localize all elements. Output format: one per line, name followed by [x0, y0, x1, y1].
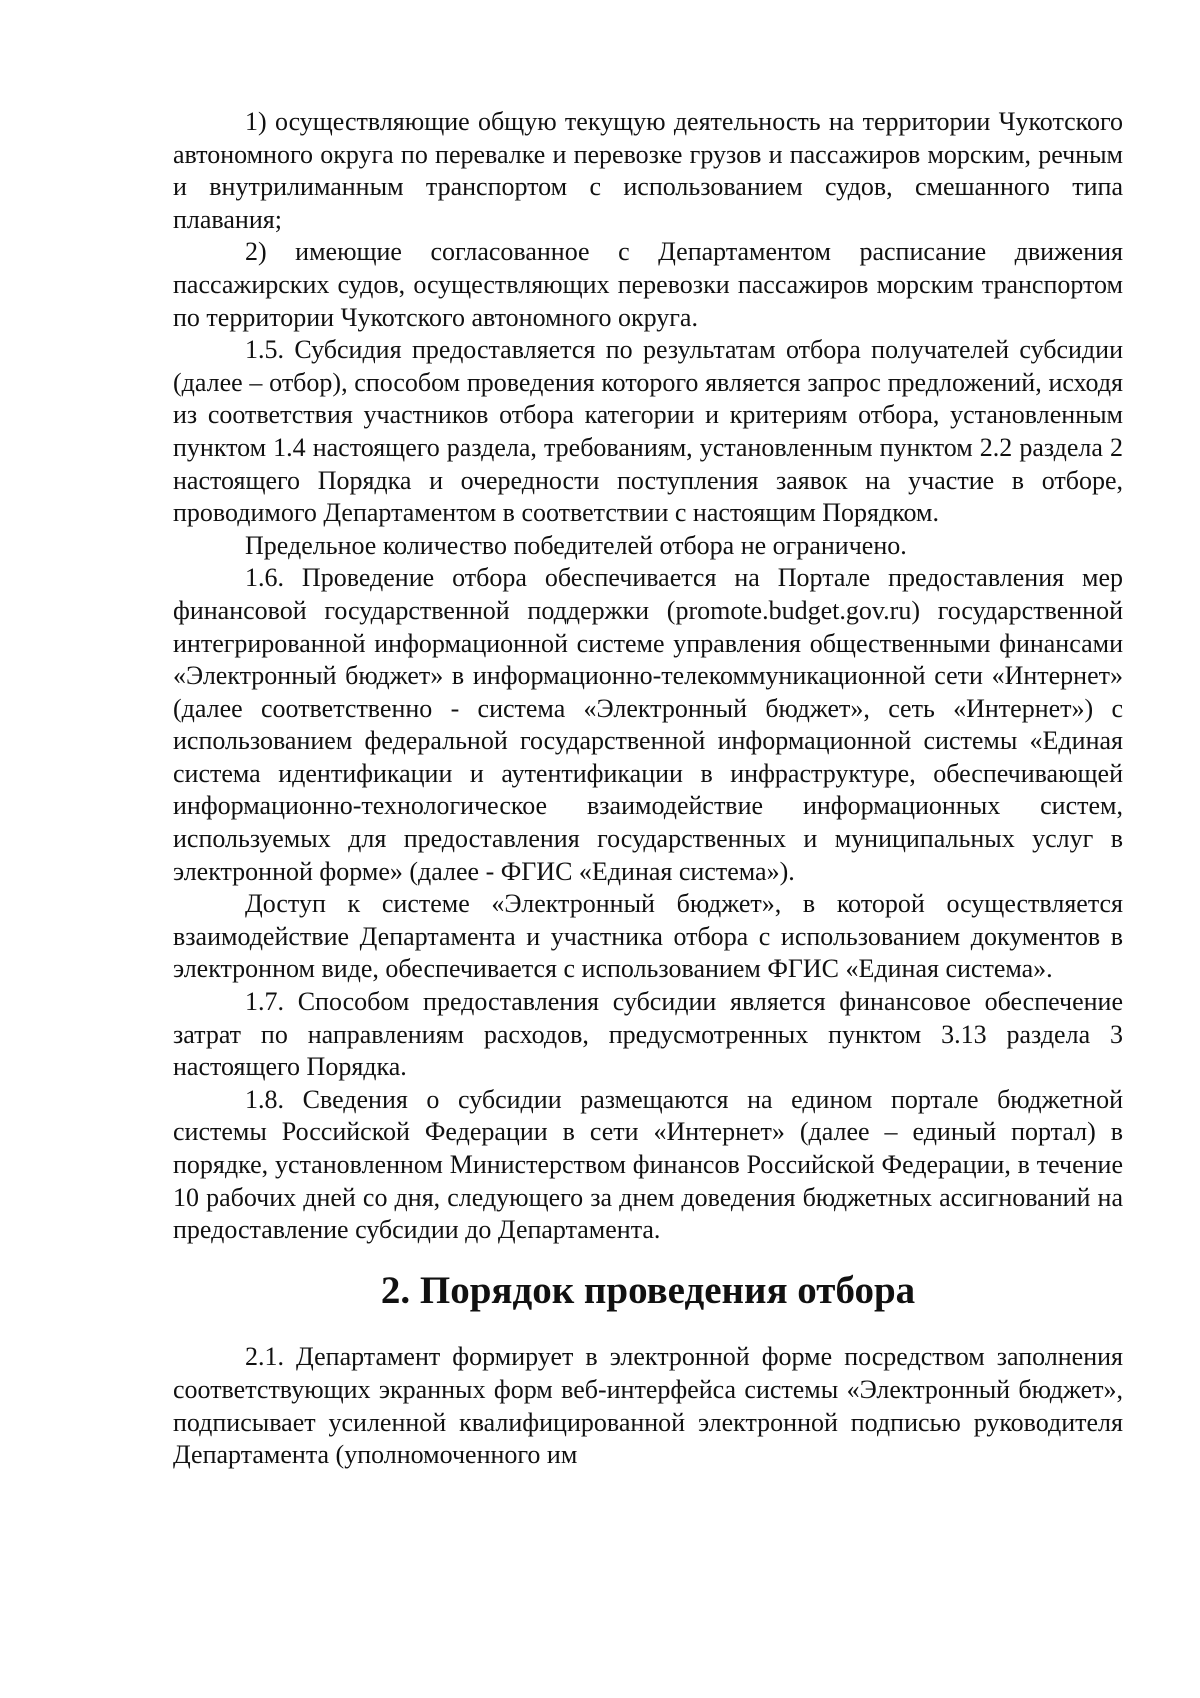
document-page — [173, 106, 1123, 1472]
paragraph-winners-limit: Предельное количество победителей отбора не ограничено. — [245, 530, 907, 560]
paragraph-2-1: 2.1. Департамент формирует в электронной форме посредством заполнения соответствующих экранных форм веб-интерфейса системы «Электронный бюджет», подписывает усиленной квалифицированной электронной подписью руководителя Департамента (уполномоченного им — [173, 1342, 1123, 1470]
paragraph-system-access: Доступ к системе «Электронный бюджет», в которой осуществляется взаимодействие Департамента и участника отбора с использованием документов в электронном виде, обеспечивается с использованием ФГИС «Единая система». — [173, 889, 1123, 984]
paragraph-1-8: 1.8. Сведения о субсидии размещаются на едином портале бюджетной системы Российской Федерации в сети «Интернет» (далее – единый портал) в порядке, установленном Министерством финансов Российской Федерации, в течение 10 рабочих дней со дня, следующего за днем доведения бюджетных ассигнований на предоставление субсидии до Департамента. — [173, 1084, 1123, 1245]
section-heading: 2. Порядок проведения отбора — [380, 1268, 916, 1312]
paragraph-1-6: 1.6. Проведение отбора обеспечивается на Портале предоставления мер финансовой государственной поддержки (promote.budget.gov.ru) государственной интегрированной информационной системе управления общественными финансами «Электронный бюджет» в информационно-телекоммуникационной сети «Интернет» (далее соответственно - система «Электронный бюджет», сеть «Интернет») с использованием федеральной государственной информационной системы «Единая система идентификации и аутентификации в инфраструктуре, обеспечивающей информационно-технологическое взаимодействие информационных систем, используемых для предоставления государственных и муниципальных услуг в электронной форме» (далее - ФГИС «Единая система»). — [173, 563, 1123, 886]
paragraph-item-2: 2) имеющие согласованное с Департаментом расписание движения пассажирских судов, осуществляющих перевозки пассажиров морским транспортом по территории Чукотского автономного округа. — [173, 237, 1123, 332]
paragraph-1-7: 1.7. Способом предоставления субсидии является финансовое обеспечение затрат по направлениям расходов, предусмотренных пунктом 3.13 раздела 3 настоящего Порядка. — [173, 987, 1123, 1082]
paragraph-1-5: 1.5. Субсидия предоставляется по результатам отбора получателей субсидии (далее – отбор), способом проведения которого является запрос предложений, исходя из соответствия участников отбора категории и критериям отбора, установленным пунктом 1.4 настоящего раздела, требованиям, установленным пунктом 2.2 раздела 2 настоящего Порядка и очередности поступления заявок на участие в отборе, проводимого Департаментом в соответствии с настоящим Порядком. — [173, 335, 1123, 528]
paragraph-item-1: 1) осуществляющие общую текущую деятельность на территории Чукотского автономного округа по перевалке и перевозке грузов и пассажиров морским, речным и внутрилиманным транспортом с использованием судов, смешанного типа плавания; — [173, 107, 1123, 234]
